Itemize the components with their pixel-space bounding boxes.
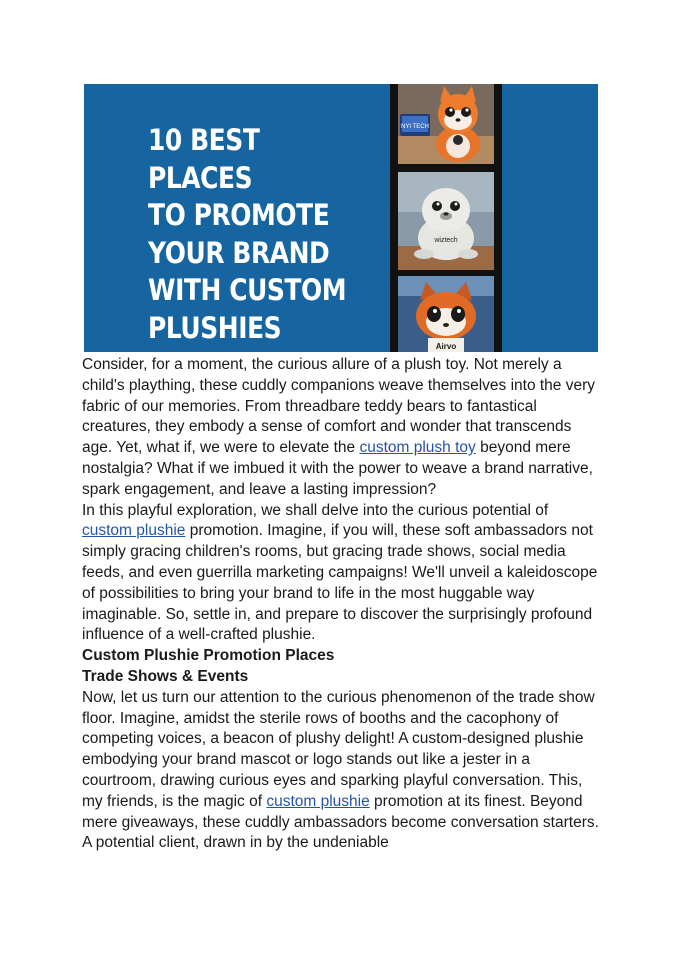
banner-title-line: WITH CUSTOM xyxy=(148,273,347,307)
text-span: beyond mere nostalgia? What if we imbued it with the power to weave a brand narrative, spark engagement, and leave a lasting impression? xyxy=(82,439,593,498)
plush-photo-seal xyxy=(398,172,494,270)
hero-banner xyxy=(84,84,598,352)
text-span: In this playful exploration, we shall delve into the curious potential of xyxy=(82,501,549,519)
banner-title xyxy=(148,122,354,347)
trade-shows-paragraph xyxy=(82,688,602,854)
custom-plush-toy-link[interactable]: custom plush toy xyxy=(359,439,476,457)
intro-paragraph xyxy=(82,355,602,501)
custom-plushie-link[interactable]: custom plushie xyxy=(266,792,370,810)
text-span: promotion at its finest. Beyond mere giveaways, these cuddly ambassadors become conversation starters. A potential client, drawn in by the undeniable xyxy=(82,792,599,852)
text-span: Consider, for a moment, the curious allure of a plush toy. Not merely a child's plaything, these cuddly companions weave themselves into the very fabric of our memories. From threadbare teddy bears to fantastical creatures, they embody a sense of comfort and wonder that transcends age. Yet, what if, we were to elevate the xyxy=(82,356,596,457)
exploration-paragraph xyxy=(82,501,602,647)
text-span: promotion. Imagine, if you will, these soft ambassadors not simply gracing children's rooms, but gracing trade shows, social media feeds, and even guerrilla marketing campaigns! We'll unveil a kaleidoscope of possibilities to bring your brand to life in the most huggable way imaginable. So, settle in, and prepare to discover the surprisingly profound influence of a well-crafted plushie. xyxy=(82,522,598,644)
seal-label: wiztech xyxy=(434,237,458,244)
photo-strip xyxy=(390,84,502,352)
text-span: Now, let us turn our attention to the curious phenomenon of the trade show floor. Imagine, amidst the sterile rows of booths and the cacophony of competing voices, a beacon of plushy delight! A custom-designed plushie embodying your brand mascot or logo stands out like a jester in a courtroom, drawing curious eyes and sparking playful conversation. This, my friends, is the magic of xyxy=(82,688,595,810)
subsection-heading: Trade Shows & Events xyxy=(82,667,249,685)
banner-title-line: TO PROMOTE xyxy=(148,198,330,232)
banner-title-line: PLUSHIES xyxy=(148,310,282,345)
banner-title-line: 10 BEST PLACES xyxy=(148,123,260,195)
article-body xyxy=(82,355,602,854)
section-heading: Custom Plushie Promotion Places xyxy=(82,647,335,665)
panda-label: Airvo xyxy=(435,342,457,351)
laptop-label: NYI TECH xyxy=(401,124,429,130)
plush-photo-red-panda xyxy=(398,276,494,352)
custom-plushie-link[interactable]: custom plushie xyxy=(82,522,186,540)
plush-photo-fox xyxy=(398,84,494,164)
banner-title-line: YOUR BRAND xyxy=(148,235,330,270)
